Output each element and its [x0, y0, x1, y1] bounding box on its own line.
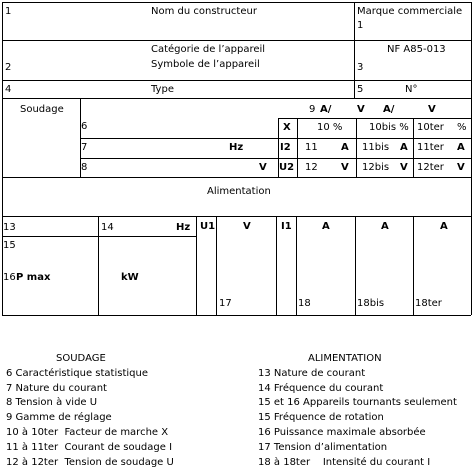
rule-w1 [278, 118, 471, 119]
legend-soudage [6, 352, 174, 470]
rule-col-u1 [196, 216, 197, 315]
border-top [2, 2, 471, 3]
welding-current-symbol: I2 [280, 142, 291, 153]
rule-col-18ter [413, 216, 414, 315]
field-number-18: 18 [298, 298, 311, 309]
range-unit-a2: A/ [383, 104, 395, 115]
field-number-1: 1 [5, 6, 12, 17]
field-11: 11 [305, 142, 318, 153]
field-number-7: 7 [81, 142, 88, 153]
rule-col-18 [296, 216, 297, 315]
rule-row2 [2, 80, 471, 81]
rule-col-14 [98, 216, 99, 315]
a-unit-11ter: A [457, 142, 465, 153]
welding-heading: Soudage [20, 104, 64, 115]
hz-unit-welding: Hz [229, 142, 244, 153]
legend-item: 11 à 11ter Courant de soudage I [6, 441, 173, 453]
legend-item: 13 Nature de courant [258, 367, 366, 379]
legend-item: 10 à 10ter Facteur de marche X [6, 426, 169, 438]
duty-cycle-symbol: X [283, 122, 291, 133]
a-unit-11bis: A [400, 142, 408, 153]
rule-col-17 [216, 216, 217, 315]
a-unit-18: A [322, 221, 330, 232]
v-unit-welding: V [259, 162, 267, 173]
pmax-label: P max [16, 272, 51, 283]
rule-col-x2 [297, 118, 298, 177]
field-12: 12 [305, 162, 318, 173]
legend-item: 6 Caractéristique statistique [6, 367, 148, 379]
legend-item: 15 et 16 Appareils tournants seulement [258, 397, 457, 409]
legend-item: 15 Fréquence de rotation [258, 412, 384, 424]
v-unit-12bis: V [400, 162, 408, 173]
percent-unit-ter: % [457, 122, 467, 133]
rule-col-i1 [276, 216, 277, 315]
rule-row3 [2, 98, 471, 99]
field-number-3: 3 [357, 62, 364, 73]
field-number-2: 2 [5, 62, 12, 73]
welding-voltage-symbol: U2 [279, 162, 295, 173]
rule-col-brand [354, 2, 355, 98]
manufacturer-name-label: Nom du constructeur [151, 6, 257, 17]
v-unit-supply: V [243, 221, 251, 232]
field-number-14: 14 [101, 222, 114, 233]
field-10: 10 % [317, 122, 343, 133]
v-unit-12ter: V [457, 162, 465, 173]
serial-number-label: N° [405, 84, 418, 95]
border-right [471, 2, 472, 315]
field-12bis: 12bis [362, 162, 390, 173]
field-11bis: 11bis [362, 142, 390, 153]
supply-voltage-symbol: U1 [200, 221, 216, 232]
field-10ter: 10ter [417, 122, 444, 133]
range-unit-v2: V [428, 104, 436, 115]
type-label: Type [151, 84, 174, 95]
supply-heading: Alimentation [207, 186, 271, 197]
range-unit-a1: A/ [320, 104, 332, 115]
rule-col-18bis [355, 216, 356, 315]
legend-item: 12 à 12ter Tension de soudage U [6, 456, 174, 468]
rule-row1 [2, 40, 471, 41]
legend-item: 17 Tension d’alimentation [258, 441, 388, 453]
field-number-15: 15 [3, 240, 16, 251]
field-number-4: 4 [5, 84, 12, 95]
a-unit-18bis: A [381, 221, 389, 232]
symbol-label: Symbole de l’appareil [151, 59, 260, 70]
field-10bis: 10bis % [369, 122, 409, 133]
border-bottom [2, 315, 471, 316]
hz-unit-supply: Hz [176, 222, 191, 233]
field-number-1b: 1 [357, 20, 364, 31]
range-unit-v1: V [357, 104, 365, 115]
kw-unit: kW [121, 272, 139, 283]
a-unit-18ter: A [440, 221, 448, 232]
field-number-5: 5 [357, 84, 364, 95]
field-number-8: 8 [81, 162, 88, 173]
field-number-9: 9 [309, 104, 316, 115]
rule-supply-top [2, 216, 471, 217]
rule-col-ter [413, 118, 414, 177]
field-number-17: 17 [219, 298, 232, 309]
legend-alimentation-title: ALIMENTATION [308, 353, 382, 364]
legend-item: 14 Fréquence du courant [258, 382, 384, 394]
legend-item: 16 Puissance maximale absorbée [258, 426, 426, 438]
legend-alimentation [258, 352, 457, 470]
a-unit-11: A [341, 142, 349, 153]
standard-label: NF A85-013 [387, 44, 446, 55]
legend-item: 9 Gamme de réglage [6, 412, 112, 424]
field-11ter: 11ter [417, 142, 444, 153]
legend-item: 8 Tension à vide U [6, 397, 98, 409]
category-label: Catégorie de l’appareil [151, 44, 266, 55]
v-unit-12: V [341, 162, 349, 173]
rule-col-bis [356, 118, 357, 177]
legend-soudage-title: SOUDAGE [56, 353, 106, 364]
rule-welding-bottom [2, 177, 471, 178]
border-left [2, 2, 3, 315]
field-number-18bis: 18bis [357, 298, 385, 309]
field-number-6: 6 [81, 121, 88, 132]
trademark-label: Marque commerciale [357, 6, 463, 17]
supply-current-symbol: I1 [281, 221, 292, 232]
field-12ter: 12ter [417, 162, 444, 173]
field-number-18ter: 18ter [415, 298, 442, 309]
legend-item: 18 à 18ter Intensité du courant I [258, 456, 431, 468]
legend-item: 7 Nature du courant [6, 382, 107, 394]
field-number-13: 13 [3, 222, 16, 233]
field-number-16: 16 [3, 272, 16, 283]
rule-supply-mid [2, 236, 196, 237]
